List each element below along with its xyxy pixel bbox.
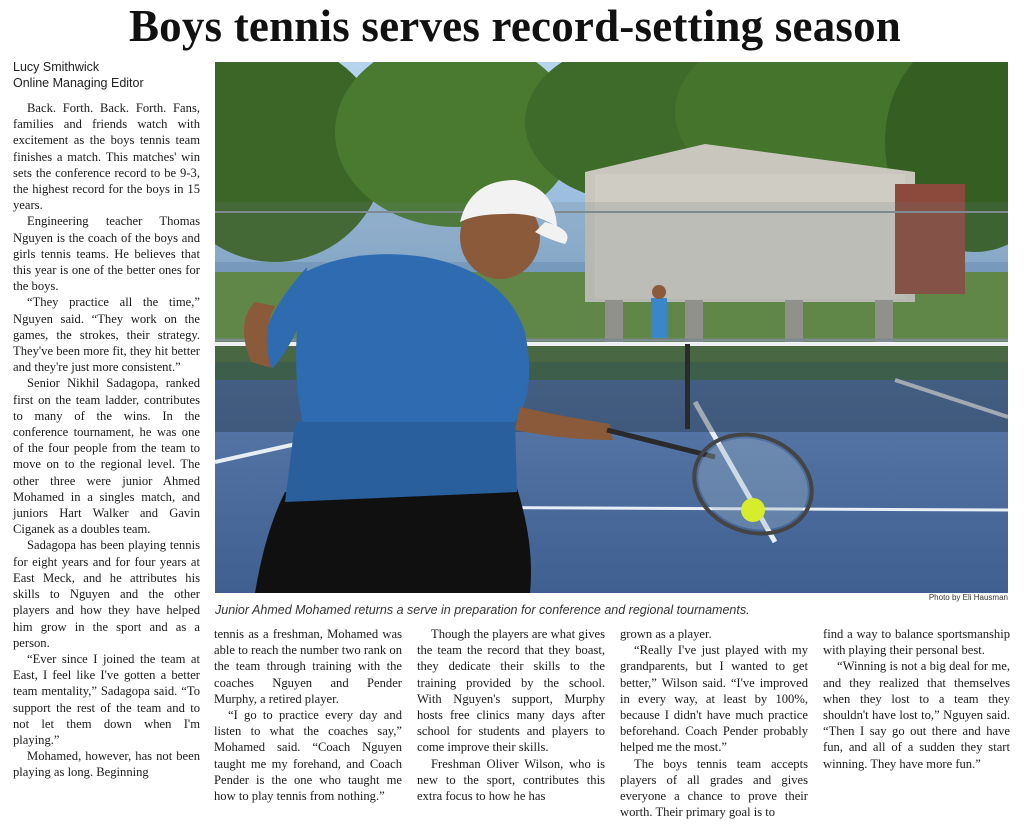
paragraph: Back. Forth. Back. Forth. Fans, families and friends watch with excitement as the boys tennis team finishes a match. This matches' win sets the conference record to be 9-3, the highest record for the boys in 15 years. <box>13 101 200 213</box>
paragraph: grown as a player. <box>620 627 712 641</box>
author-role: Online Managing Editor <box>13 76 144 90</box>
article-column-4 <box>620 626 808 820</box>
photo-credit: Photo by Eli Hausman <box>928 593 1008 602</box>
paragraph: Sadagopa has been playing tennis for eight years and for four years at East Meck, and he attributes his skills to Nguyen and the other players and how they have helped him grow in the sport and as a person. <box>13 538 200 650</box>
paragraph: The boys tennis team accepts players of all grades and gives everyone a chance to prove their worth. Their primary goal is to <box>620 756 808 820</box>
paragraph: Engineering teacher Thomas Nguyen is the coach of the boys and girls tennis teams. He believes that this year is one of the better ones for the boys. <box>13 214 200 294</box>
article-column-1 <box>13 100 200 781</box>
article-column-3 <box>417 626 605 804</box>
paragraph: “Ever since I joined the team at East, I feel like I've gotten a better team mentality,” Sadagopa said. “To support the rest of the team and to not let them down when I'm playing.” <box>13 651 200 747</box>
author-name: Lucy Smithwick <box>13 60 100 74</box>
byline <box>13 59 203 91</box>
article-column-5 <box>823 626 1010 772</box>
paragraph: tennis as a freshman, Mohamed was able to reach the number two rank on the team through training with the coaches Nguyen and Pender Murphy, a retired player. <box>214 627 402 706</box>
photo-caption: Junior Ahmed Mohamed returns a serve in preparation for conference and regional tournaments. <box>215 603 750 617</box>
paragraph: Freshman Oliver Wilson, who is new to the sport, contributes this extra focus to how he has <box>417 756 605 804</box>
paragraph: “I go to practice every day and listen to what the coaches say,” Mohamed said. “Coach Nguyen taught me my forehand, and Coach Pender is the one who taught me how to play tennis from nothing.” <box>214 708 402 804</box>
paragraph: “Winning is not a big deal for me, and they realized that themselves when they lost to a team they shouldn't have lost to,” Nguyen said. “Then I say go out there and have fun, and all of a sudden they start winning. They have more fun.” <box>823 659 1010 771</box>
paragraph: Senior Nikhil Sadagopa, ranked first on the team ladder, contributes to many of the wins. In the conference tournament, he was one of the four people from the team to move on to the regional level. The other three were junior Ahmed Mohamed in a singles match, and juniors Hart Walker and Gavin Ciganek as a doubles team. <box>13 376 200 537</box>
tennis-photo <box>215 62 1008 593</box>
paragraph: Mohamed, however, has not been playing as long. Beginning <box>13 749 200 780</box>
paragraph: “Really I've just played with my grandparents, but I wanted to get better,” Wilson said. “I've improved in every way, at least by 100%, because I didn't have much practice beforehand. Coach Pender probably helped me the most.” <box>620 643 808 755</box>
headline: Boys tennis serves record-setting season <box>128 1 902 51</box>
article-column-2 <box>214 626 402 804</box>
paragraph: find a way to balance sportsmanship with playing their personal best. <box>823 627 1010 658</box>
paragraph: Though the players are what gives the team the record that they boast, they dedicate their skills to the training provided by the school. With Nguyen's support, Murphy hosts free clinics many days after school for students and players to come improve their skills. <box>417 627 605 755</box>
paragraph: “They practice all the time,” Nguyen said. “They work on the games, the strokes, their strategy. They've been more fit, they hit better and they're just more consistent.” <box>13 295 200 375</box>
